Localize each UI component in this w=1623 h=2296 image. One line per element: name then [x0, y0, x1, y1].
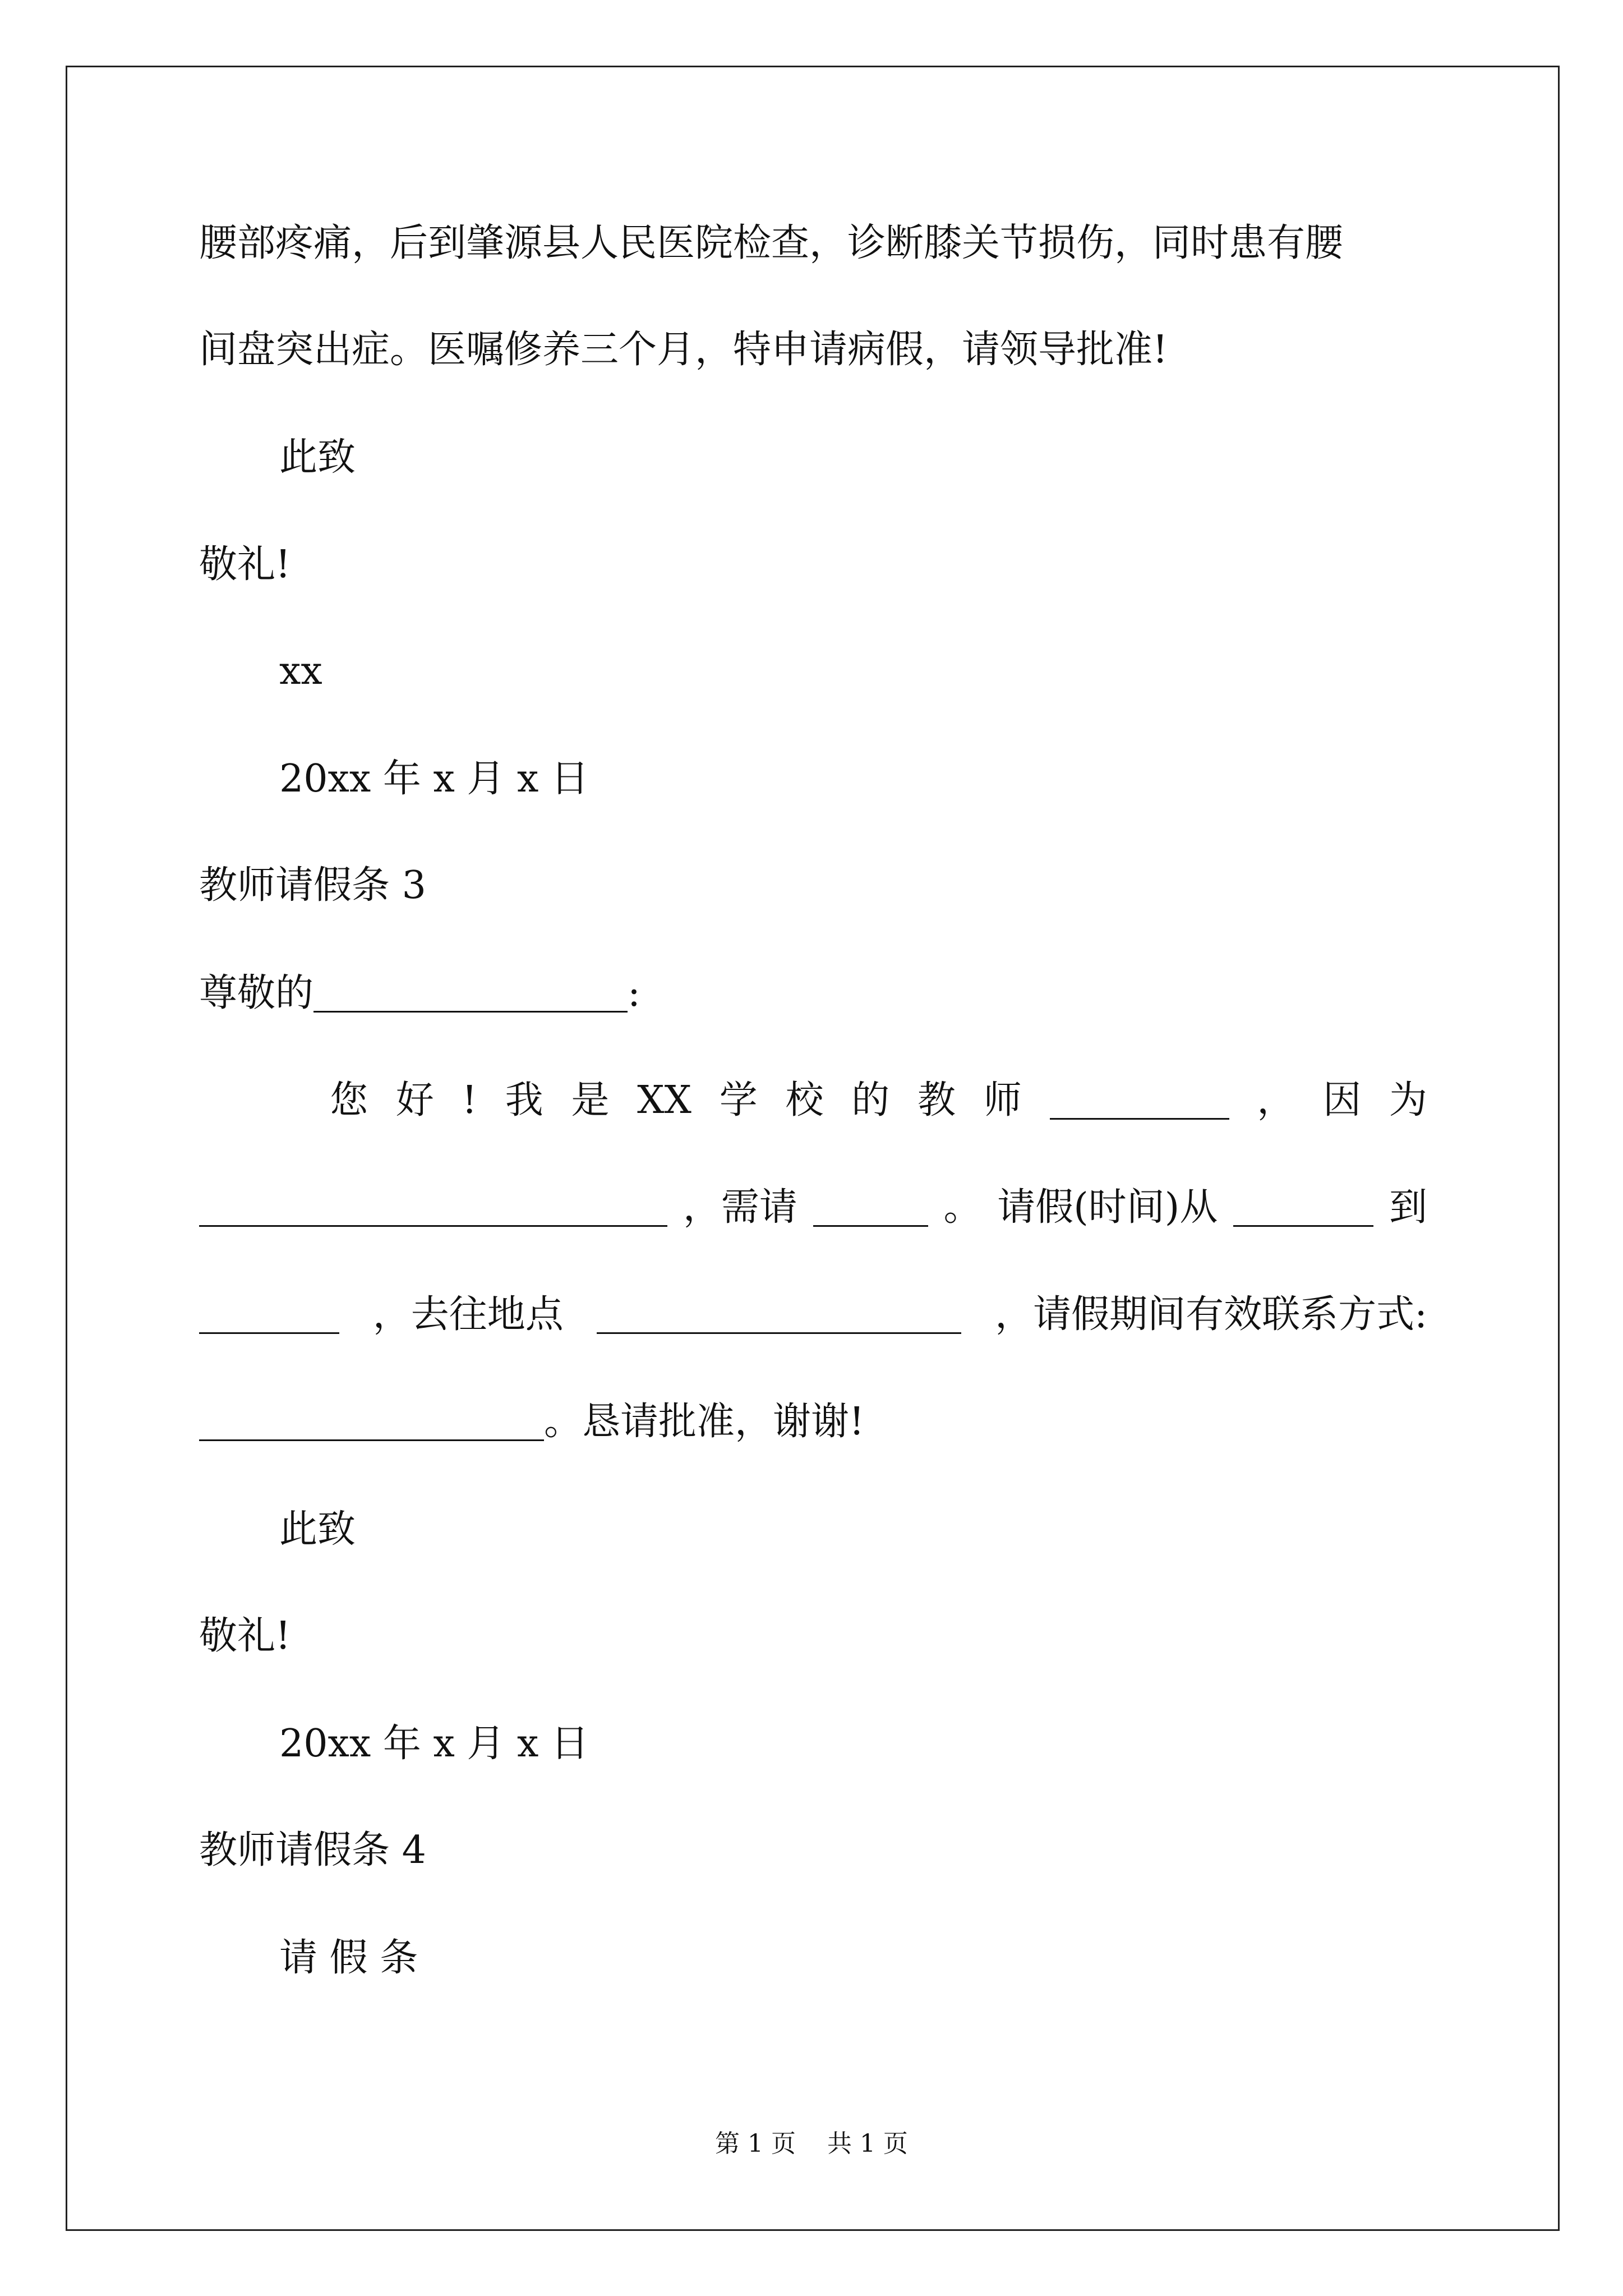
- page-footer: 第 1 页 共 1 页: [715, 2129, 908, 2158]
- destination-blank: [597, 1297, 961, 1334]
- section-heading: 教师请假条 3: [199, 863, 426, 908]
- need-label: ，需请: [683, 1185, 797, 1230]
- request-line-1: [199, 1078, 1427, 1122]
- letter-text-line: 腰部疼痛，后到肇源县人民医院检查，诊断膝关节损伤，同时患有腰: [199, 221, 1344, 265]
- days-blank: [813, 1190, 928, 1227]
- request-word: 师: [983, 1078, 1022, 1122]
- leave-time-label: 请假(时间)从: [997, 1185, 1218, 1230]
- request-word: 您: [330, 1078, 368, 1122]
- letter-date: 20xx 年 x 月 x 日: [279, 757, 589, 801]
- request-word: 因: [1323, 1078, 1362, 1122]
- request-line-3: [199, 1292, 1427, 1337]
- request-word: 的: [851, 1078, 890, 1122]
- request-word: 我: [505, 1078, 543, 1122]
- teacher-name-blank: [1050, 1083, 1229, 1120]
- leave-note-title: 请 假 条: [279, 1936, 418, 1980]
- letter-date: 20xx 年 x 月 x 日: [279, 1722, 589, 1766]
- request-word: 学: [719, 1078, 758, 1122]
- signature: xx: [279, 649, 322, 693]
- closing-phrase: 此致: [279, 435, 356, 480]
- reason-blank: [199, 1190, 667, 1227]
- request-word: 是: [571, 1078, 610, 1122]
- end-date-blank: [199, 1297, 339, 1334]
- closing-phrase: 此致: [279, 1507, 356, 1552]
- request-word: 好: [395, 1078, 434, 1122]
- greeting-line: [199, 971, 640, 1015]
- request-word: ，: [1257, 1078, 1295, 1122]
- destination-label: ，去往地点: [372, 1292, 564, 1337]
- salutation: 敬礼!: [199, 542, 291, 587]
- page-border: [66, 66, 1560, 2231]
- salutation: 敬礼!: [199, 1614, 291, 1658]
- contact-blank: [199, 1405, 544, 1441]
- to-label: 到: [1389, 1185, 1427, 1230]
- request-ending: 。恳请批准，谢谢!: [544, 1400, 865, 1444]
- request-word: 教: [917, 1078, 956, 1122]
- request-line-4: [199, 1400, 865, 1444]
- letter-text-line: 间盘突出症。医嘱修养三个月，特申请病假，请领导批准!: [199, 328, 1168, 372]
- request-word: 为: [1389, 1078, 1427, 1122]
- recipient-blank: [313, 976, 628, 1013]
- request-line-2: [199, 1185, 1427, 1230]
- start-date-blank: [1233, 1190, 1373, 1227]
- request-word: !: [462, 1078, 477, 1122]
- period-mark: 。: [943, 1185, 982, 1230]
- greeting-prefix: 尊敬的: [199, 971, 314, 1015]
- section-heading: 教师请假条 4: [199, 1828, 426, 1872]
- contact-label: ，请假期间有效联系方式:: [995, 1292, 1427, 1337]
- request-word: XX: [637, 1078, 691, 1122]
- request-word: 校: [785, 1078, 824, 1122]
- greeting-suffix: :: [628, 971, 640, 1015]
